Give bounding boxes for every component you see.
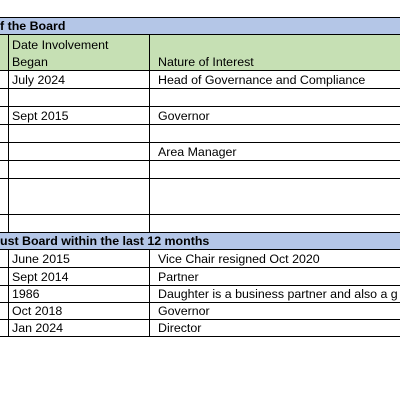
header-nature-of-interest: Nature of Interest [150, 35, 400, 71]
table-row [0, 268, 400, 286]
date-cell: Oct 2018 [9, 303, 150, 320]
nature-cell [150, 125, 400, 143]
table-row [0, 320, 400, 337]
date-cell: 1986 [9, 286, 150, 303]
table-row [0, 107, 400, 125]
header-date-involvement: Date Involvement Began [9, 35, 150, 71]
date-cell [9, 143, 150, 161]
nature-cell [150, 161, 400, 179]
date-cell: June 2015 [9, 250, 150, 268]
date-cell [9, 89, 150, 107]
table-row [0, 179, 400, 215]
table-row [0, 143, 400, 161]
nature-cell [150, 89, 400, 107]
table-row [0, 303, 400, 320]
nature-cell [150, 215, 400, 233]
header-cell-blank [0, 35, 9, 71]
table-row [0, 161, 400, 179]
nature-cell: Head of Governance and Compliance [150, 71, 400, 89]
nature-cell: Area Manager [150, 143, 400, 161]
section-title-former-members [0, 232, 400, 250]
table-header-row [0, 35, 400, 71]
nature-cell: Vice Chair resigned Oct 2020 [150, 250, 400, 268]
date-cell [9, 125, 150, 143]
date-cell [9, 215, 150, 233]
nature-cell: Partner [150, 268, 400, 286]
date-cell [9, 179, 150, 215]
date-cell: Jan 2024 [9, 320, 150, 337]
table-row [0, 250, 400, 268]
section-title-text: f the Board [0, 19, 66, 33]
table-row [0, 89, 400, 107]
nature-cell: Governor [150, 303, 400, 320]
date-cell: Sept 2015 [9, 107, 150, 125]
date-cell [9, 161, 150, 179]
table-row [0, 215, 400, 233]
nature-cell [150, 179, 400, 215]
table-row [0, 71, 400, 89]
table-row [0, 286, 400, 303]
section-title-text: ust Board within the last 12 months [0, 234, 210, 248]
nature-cell: Governor [150, 107, 400, 125]
date-cell: July 2024 [9, 71, 150, 89]
table-row [0, 125, 400, 143]
section-title-board-members [0, 17, 400, 35]
nature-cell: Daughter is a business partner and also a g [150, 286, 400, 303]
date-cell: Sept 2014 [9, 268, 150, 286]
nature-cell: Director [150, 320, 400, 337]
